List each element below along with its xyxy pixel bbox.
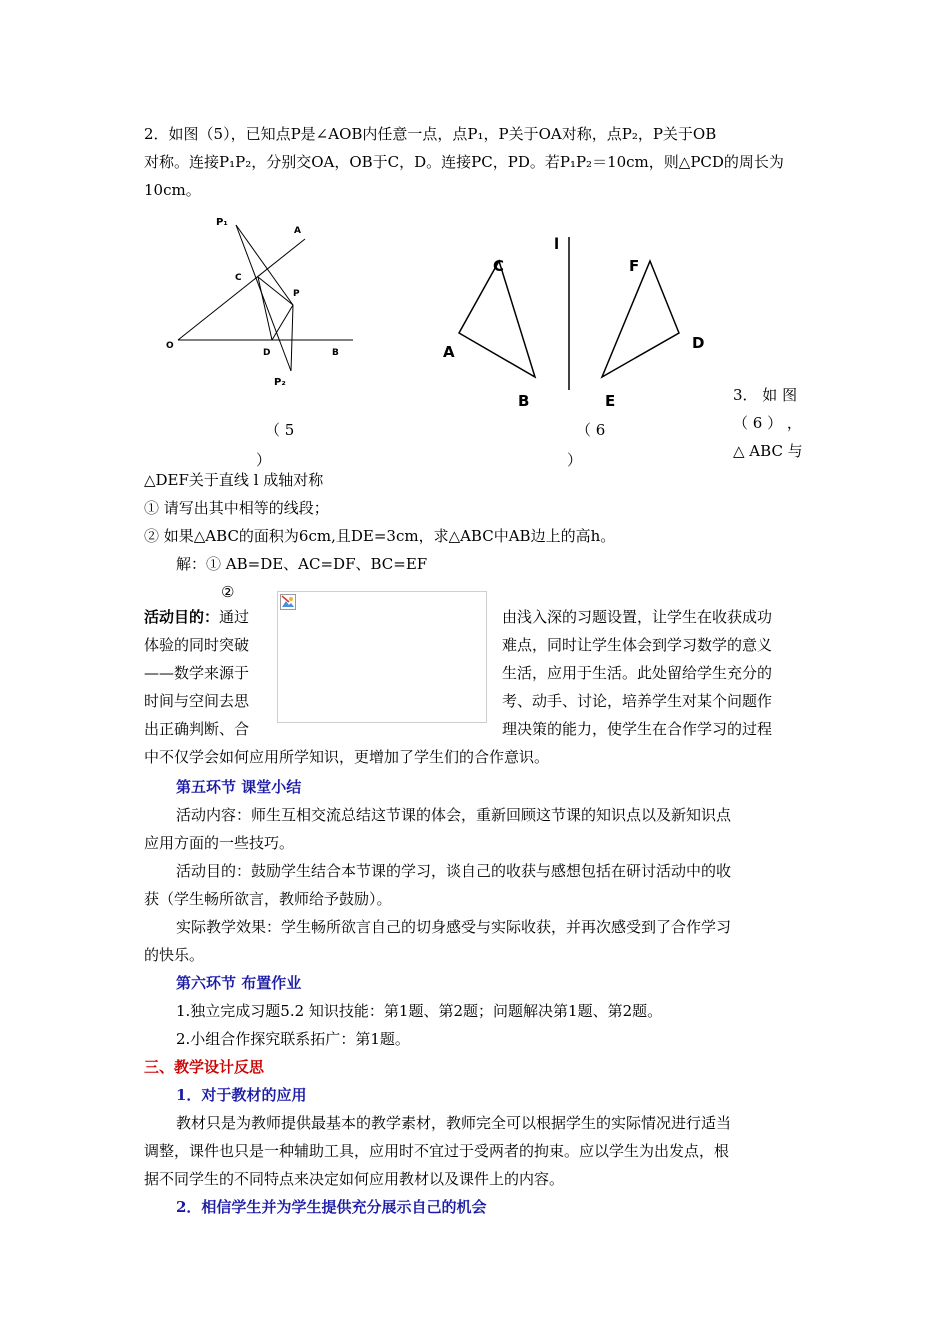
activity-purpose-right-2: 生活，应用于生活。此处留给学生充分的 (502, 664, 773, 682)
problem3-answer2: ② (221, 583, 235, 601)
fig6-label-d: D (692, 334, 705, 352)
activity-purpose-right-3: 考、动手、讨论，培养学生对某个问题作 (502, 692, 773, 710)
section3-title: 三、教学设计反思 (144, 1058, 265, 1076)
problem3-answer1: 解：① AB=DE、AC=DF、BC=EF (176, 555, 428, 573)
fig6-label-b: B (518, 392, 530, 410)
activity-purpose-last: 中不仅学会如何应用所学知识，更增加了学生们的合作意识。 (144, 748, 550, 766)
fig5-label-p: P (293, 289, 300, 299)
problem3-side2: （ 6 ） ， (733, 414, 802, 432)
fig5-label-d: D (263, 348, 271, 358)
problem3-side3: △ ABC 与 (733, 442, 803, 460)
problem3-side1: 3． 如 图 (733, 386, 798, 404)
problem3-question2: ② 如果△ABC的面积为6cm,且DE=3cm，求△ABC中AB边上的高h。 (144, 527, 616, 545)
fig5-label-p2: P₂ (274, 377, 286, 388)
fig5-label-c: C (235, 273, 242, 283)
fig5-label-b: B (332, 348, 339, 358)
fig6-caption-b: ） (567, 451, 583, 469)
problem2-line1: 2．如图（5），已知点P是∠AOB内任意一点，点P₁，P关于OA对称，点P₂，P关于OB (144, 125, 717, 143)
section5-purpose1: 活动目的：鼓励学生结合本节课的学习，谈自己的收获与感想包括在研讨活动中的收 (176, 862, 732, 880)
section5-content2: 应用方面的一些技巧。 (144, 834, 295, 852)
fig5-label-o: O (166, 341, 174, 351)
missing-image-placeholder (277, 591, 487, 723)
fig6-label-f: F (629, 257, 640, 275)
fig6-label-l: l (554, 235, 560, 253)
section3-para2: 调整，课件也只是一种辅助工具，应用时不宜过于受两者的拘束。应以学生为出发点，根 (144, 1142, 730, 1160)
fig5-label-a: A (294, 226, 301, 236)
fig5-caption-a: （ 5 (265, 421, 295, 439)
problem3-line1: △DEF关于直线 l 成轴对称 (144, 471, 324, 489)
section6-title: 第六环节 布置作业 (176, 974, 302, 992)
activity-purpose-left-1: 体验的同时突破 (144, 636, 250, 654)
section3-sub1: 1．对于教材的应用 (176, 1086, 307, 1104)
problem3-question1: ① 请写出其中相等的线段； (144, 499, 329, 517)
activity-purpose-left-2: ——数学来源于 (144, 664, 250, 682)
figure-6-diagram (430, 225, 730, 425)
activity-purpose-right-1: 难点，同时让学生体会到学习数学的意义 (502, 636, 773, 654)
figure-5-diagram (150, 205, 380, 395)
activity-purpose-left-4: 出正确判断、合 (144, 720, 250, 738)
activity-purpose-right-4: 理决策的能力，使学生在合作学习的过程 (502, 720, 773, 738)
fig5-label-p1: P₁ (216, 217, 228, 228)
section5-effect2: 的快乐。 (144, 946, 205, 964)
problem2-line3: 10cm。 (144, 181, 201, 199)
section5-effect1: 实际教学效果：学生畅所欲言自己的切身感受与实际收获，并再次感受到了合作学习 (176, 918, 732, 936)
fig6-label-e: E (605, 392, 616, 410)
section5-title: 第五环节 课堂小结 (176, 778, 302, 796)
section6-item1: 1.独立完成习题5.2 知识技能：第1题、第2题；问题解决第1题、第2题。 (176, 1002, 663, 1020)
fig6-label-c: C (493, 257, 505, 275)
activity-purpose-label: 活动目的： (144, 608, 220, 626)
section6-item2: 2.小组合作探究联系拓广：第1题。 (176, 1030, 410, 1048)
problem2-line2: 对称。连接P₁P₂，分别交OA，OB于C，D。连接PC，PD。若P₁P₂＝10cm，则△PCD的周长为 (144, 153, 784, 171)
fig6-caption-a: （ 6 (576, 421, 606, 439)
activity-purpose-left-0: 通过 (219, 608, 250, 626)
activity-purpose-left-3: 时间与空间去思 (144, 692, 250, 710)
broken-image-icon (280, 594, 296, 610)
section3-para3: 据不同学生的不同特点来决定如何应用教材以及课件上的内容。 (144, 1170, 565, 1188)
fig5-caption-b: ） (256, 451, 272, 469)
section5-content1: 活动内容：师生互相交流总结这节课的体会，重新回顾这节课的知识点以及新知识点 (176, 806, 732, 824)
fig6-label-a: A (443, 343, 455, 361)
section3-para1: 教材只是为教师提供最基本的教学素材，教师完全可以根据学生的实际情况进行适当 (176, 1114, 732, 1132)
section5-purpose2: 获（学生畅所欲言，教师给予鼓励）。 (144, 890, 392, 908)
activity-purpose-line1 (144, 603, 249, 631)
activity-purpose-right-0: 由浅入深的习题设置，让学生在收获成功 (502, 608, 773, 626)
section3-sub2: 2．相信学生并为学生提供充分展示自己的机会 (176, 1198, 487, 1216)
